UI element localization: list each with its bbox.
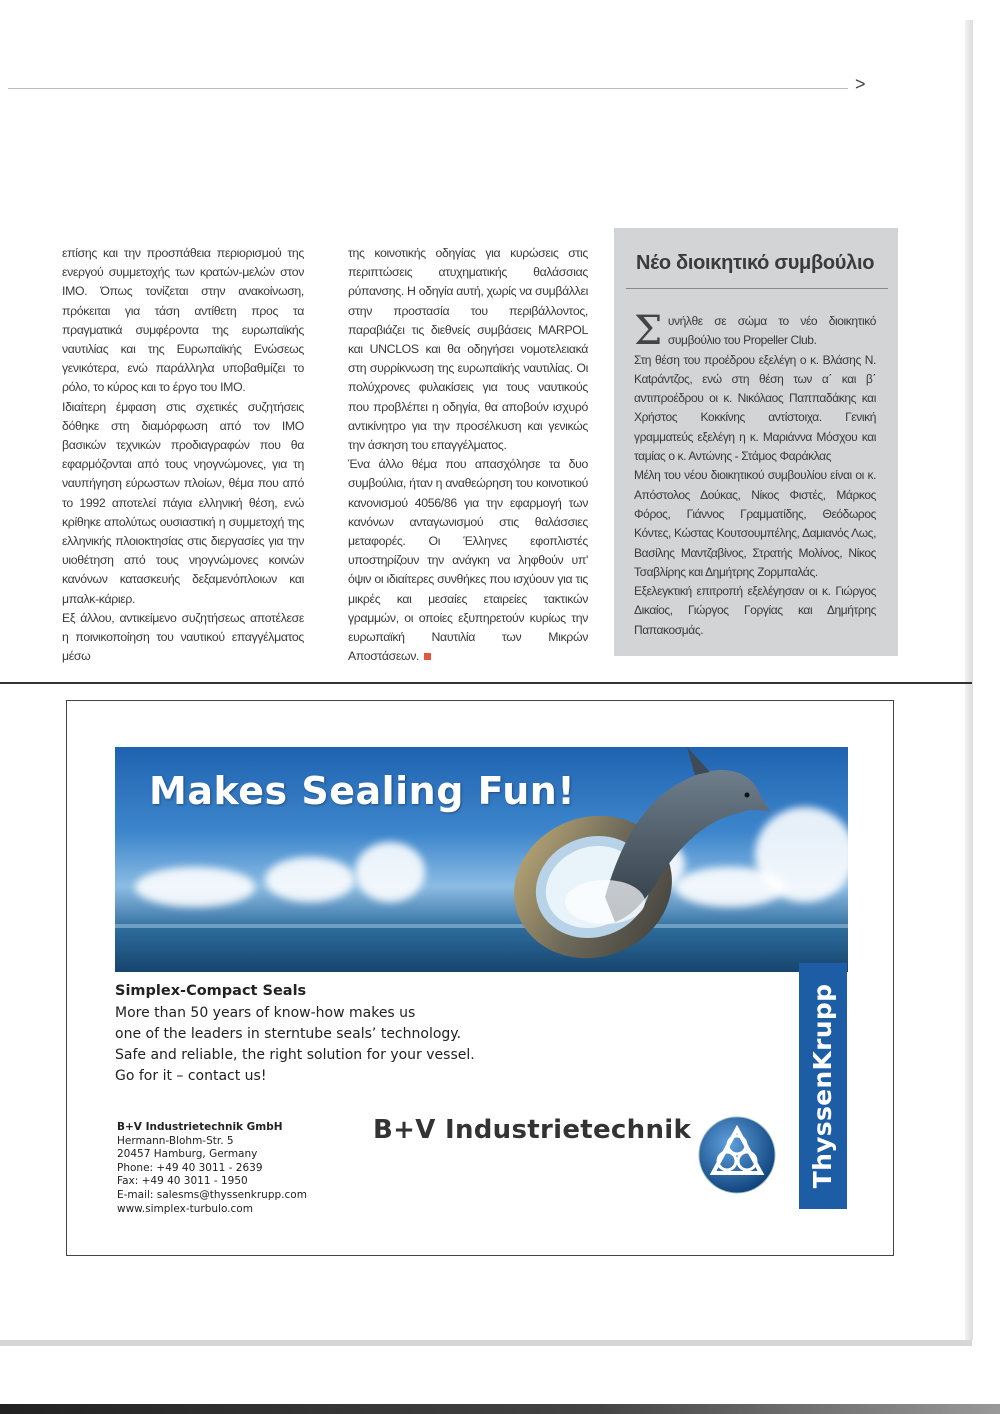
ad-copy-line: More than 50 years of know-how makes us xyxy=(115,1005,416,1021)
thyssenkrupp-vertical-wordmark: ThyssenKrupp xyxy=(808,983,837,1189)
sidebar-body xyxy=(634,308,876,640)
sidebar-dropcap: Σ xyxy=(634,308,662,354)
article-paragraph-text: Ένα άλλο θέμα που απασχόλησε τα δυο συμβούλια, ήταν η αναθεώρηση του κοινοτικού κανονισμού 4056/86 για την εφαρμογή των κανόνων ανταγωνισμού στις θαλάσσιες μεταφορές. Οι Έλληνες εφοπλιστές υποστηρίζουν την ανάγκη να ληφθούν υπ' όψιν οι ιδιαίτερες συνθήκες που ισχύουν για τις μικρές και μεσαίες εταιρείες τακτικών γραμμών, οι οποίες εξυπηρετούν κυρίως την ευρωπαϊκή Ναυτιλία των Μικρών Αποστάσεων. xyxy=(348,457,588,664)
advertisement xyxy=(66,700,894,1256)
ad-copy-line: Go for it – contact us! xyxy=(115,1068,267,1084)
end-of-article-square-icon xyxy=(424,653,431,660)
thyssenkrupp-logo-icon xyxy=(697,1115,777,1195)
page-edge-shadow xyxy=(965,20,973,1340)
contact-email[interactable]: E-mail: salesms@thyssenkrupp.com xyxy=(117,1188,307,1201)
sidebar-paragraph: Στη θέση του προέδρου εξελέγη ο κ. Βλάσης Ν. Καtράντζος, ενώ στη θέση των α΄ και β΄ αντιπροέδρου οι κ. Νικόλαος Παππαδάκης και Χρήστος Κοκκίνης αντίστοιχα. Γενική γραμματεύς εξελέγη η κ. Μαριάννα Μόσχου και ταμίας ο κ. Αντώνης - Στάμος Φαράκλας xyxy=(634,352,876,464)
article-column-1 xyxy=(62,244,304,666)
header-rule xyxy=(8,88,848,89)
brand-name: B+V Industrietechnik xyxy=(373,1115,692,1145)
ad-copy xyxy=(115,1003,475,1087)
scanner-bar xyxy=(0,1404,1000,1414)
article-paragraph: Ιδιαίτερη έμφαση στις σχετικές συζητήσεις δόθηκε στη διαμόρφωση από τον IMO βασικών τεχνικών προδιαγραφών που θα εφαρμόζονται από τους νηογνώμονες, για τη ναυπήγηση εύρωστων πλοίων, θέμα που από το 1992 αποτελεί πάγια ελληνική θέση, ενώ κρίθηκε απολύτως ουσιαστική η συμμετοχή της ελληνικής πλοιοκτησίας στις διεργασίες για την υιοθέτηση από τους νηογνώμονες κοινών κανόνων κατασκευής δεξαμενόπλοιων και μπαλκ-κάριερ. xyxy=(62,399,304,606)
sidebar-box xyxy=(614,228,898,656)
article-paragraph: επίσης και την προσπάθεια περιορισμού της ενεργού συμμετοχής των κρατών-μελών στον IMO. Όπως τονίζεται στην ανακοίνωση, πρόκειται για τάση αντίθετη προς τα πραγματικά συμφέροντα της ευρωπαϊκής ναυτιλίας και της Ευρωπαϊκής Ενώσεως γενικότερα, ενώ παράλληλα υποβαθμίζει το ρόλο, το κύρος και το έργο του IMO. xyxy=(62,246,304,395)
product-name: Simplex-Compact Seals xyxy=(115,983,307,999)
contact-phone: Phone: +49 40 3011 - 2639 xyxy=(117,1161,263,1174)
page-bottom-edge xyxy=(0,1340,972,1346)
contact-website[interactable]: www.simplex-turbulo.com xyxy=(117,1202,253,1215)
thyssenkrupp-band xyxy=(799,963,847,1209)
article-paragraph: Εξ άλλου, αντικείμενο συζητήσεως αποτέλεσε η ποινικοποίηση του ναυτικού επαγγέλματος μέσω xyxy=(62,610,304,664)
next-page-arrow-icon[interactable]: > xyxy=(855,74,866,94)
ad-copy-line: Safe and reliable, the right solution for your vessel. xyxy=(115,1047,475,1063)
sidebar-paragraph: Εξελεγκτική επιτροπή εξελέγησαν οι κ. Γιώργος Δικαίος, Γιώργος Γοργίας και Δημήτρης Παπακοσμάς. xyxy=(634,584,876,637)
contact-block xyxy=(117,1121,307,1216)
contact-fax: Fax: +49 40 3011 - 1950 xyxy=(117,1175,248,1188)
article-paragraph: της κοινοτικής οδηγίας για κυρώσεις στις περιπτώσεις ατυχηματικής θαλάσσιας ρύπανσης. Η οδηγία αυτή, χωρίς να συμβάλλει στην προστασία του περιβάλλοντος, παραβιάζει τις διεθνείς συμβάσεις MARPOL και UNCLOS και θα οδηγήσει νομοτελειακά στη συρρίκνωση της ευρωπαϊκής ναυτιλίας. Οι πολύχρονες φυλακίσεις για τους ναυτικούς που προβλέπει η οδηγία, θα αποβούν ισχυρό αντικίνητρο για την προσέλκυση και γενικώς την άσκηση του επαγγέλματος. xyxy=(348,246,588,453)
sidebar-paragraph: Μέλη του νέου διοικητικού συμβουλίου είναι οι κ. Απόστολος Δούκας, Νίκος Φιστές, Μάρκος Φόρος, Γιάννος Γραμματίδης, Θεόδωρος Κόντες, Κώστας Κουτσουμπέλης, Δαμιανός Λως, Βασίλης Μαντζαβίνος, Στρατής Μολίνος, Νίκος Τσαβλίρης και Δημήτρης Ζορμπαλάς. xyxy=(634,468,876,579)
ad-headline: Makes Sealing Fun! xyxy=(149,769,576,813)
contact-company: B+V Industrietechnik GmbH xyxy=(117,1121,283,1133)
ad-photo xyxy=(115,747,848,972)
sidebar-title: Νέο διοικητικό συμβούλιο xyxy=(636,252,875,274)
sidebar-intro xyxy=(634,308,876,354)
article-column-2 xyxy=(348,244,588,666)
contact-city: 20457 Hamburg, Germany xyxy=(117,1148,258,1161)
sidebar-intro-text: υνήλθε σε σώμα το νέο διοικητικό συμβούλιο του Propeller Club. xyxy=(667,314,876,348)
article-paragraph xyxy=(348,455,588,666)
ad-copy-line: one of the leaders in sterntube seals’ technology. xyxy=(115,1026,462,1042)
sidebar-title-rule xyxy=(626,288,888,289)
contact-street: Hermann-Blohm-Str. 5 xyxy=(117,1134,234,1147)
section-divider xyxy=(0,682,972,684)
